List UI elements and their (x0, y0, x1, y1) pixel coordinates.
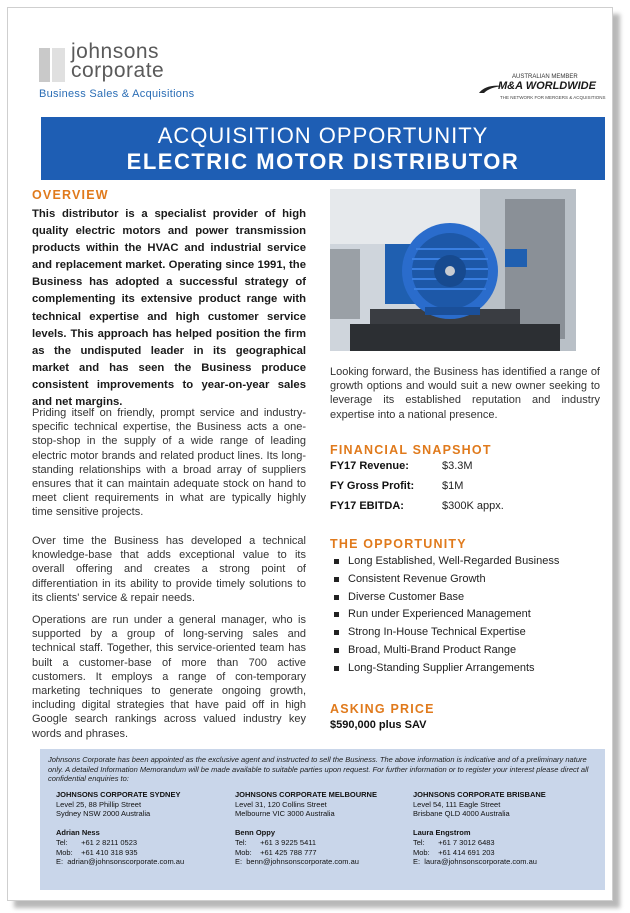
partner-brand: M&A WORLDWIDE (498, 80, 596, 92)
email-label: E: (413, 857, 421, 867)
financial-label: FY17 EBITDA: (330, 500, 404, 512)
tel-label: Tel: (413, 837, 425, 847)
logo-line-2: corporate (71, 59, 165, 82)
list-item: Run under Experienced Management (330, 608, 590, 626)
email-link[interactable]: benn@johnsonscorporate.com.au (246, 857, 359, 867)
office-address-2: Sydney NSW 2000 Australia (56, 809, 151, 819)
financial-label: FY17 Revenue: (330, 460, 409, 472)
logo-name (71, 42, 164, 80)
overview-heading: OVERVIEW (32, 188, 109, 202)
office-name: JOHNSONS CORPORATE SYDNEY (56, 790, 181, 799)
asking-price-value: $590,000 plus SAV (330, 719, 427, 731)
email-link[interactable]: laura@johnsonscorporate.com.au (424, 857, 537, 867)
financial-row (330, 460, 580, 476)
financial-value: $3.3M (442, 460, 473, 472)
list-item: Strong In-House Technical Expertise (330, 626, 590, 644)
disclaimer: Johnsons Corporate has been appointed as the exclusive agent and instructed to sell the Business. The above information is indicative and of a preliminary nature only. A detailed Information Memorandum will be made available to suitable parties upon request. For further information or to register your interest please direct all confidential enquiries to: (48, 755, 589, 783)
overview-paragraph-2: Over time the Business has developed a technical knowledge-base that adds exceptional value to its overall offering and creates a strong point of differentiation in its ability to provide timely solutions to its clients' service & repair needs. (32, 535, 306, 604)
list-item: Consistent Revenue Growth (330, 573, 590, 591)
flyer-page (7, 7, 613, 901)
mobile-number[interactable]: +61 425 788 777 (260, 847, 317, 857)
partner-subtitle: THE NETWORK FOR MERGERS & ACQUISITIONS (500, 95, 606, 100)
office-address-2: Brisbane QLD 4000 Australia (413, 809, 510, 819)
contact-person: Adrian Ness (56, 828, 100, 838)
office-melbourne (235, 790, 413, 867)
company-logo (39, 40, 209, 106)
contact-person: Benn Oppy (235, 828, 276, 838)
tel-number[interactable]: +61 3 9225 5411 (260, 837, 317, 847)
overview-paragraph-3: Operations are run under a general manager, who is supported by a group of long-serving sales and technical staff. Together, this service-oriented team has built a customer-base of more than 700 active customers. It employs a range of con-temporary marketing techniques to generate ongoing growth, including digital strategies that have paid off in high Google search rankings across valued industry key words and phrases. (32, 614, 306, 740)
overview-paragraph-1: Priding itself on friendly, prompt service and industry-specific technical expertise, the Business acts a one-stop-shop in the supply of a wide range of leading electric motor brands and related product lines. Its long-standing relationships with a broad array of suppliers ensures that it can maintain adequate stock on hand to meet client requirements in what are typically highly time sensitive projects. (32, 407, 306, 519)
list-item: Broad, Multi-Brand Product Range (330, 644, 590, 662)
financial-label: FY Gross Profit: (330, 480, 415, 492)
office-address-2: Melbourne VIC 3000 Australia (235, 809, 335, 819)
electric-motor-photo (330, 189, 576, 351)
logo-line-1: johnsons (71, 40, 160, 63)
tel-label: Tel: (56, 837, 68, 847)
list-item: Diverse Customer Base (330, 591, 590, 609)
financial-value: $1M (442, 480, 464, 492)
logo-tagline: Business Sales & Acquisitions (39, 88, 195, 100)
office-address-1: Level 54, 111 Eagle Street (413, 799, 501, 809)
financial-value: $300K appx. (442, 500, 504, 512)
financial-row (330, 500, 580, 516)
partner-logo (476, 74, 606, 104)
list-item: Long Established, Well-Regarded Business (330, 555, 590, 573)
office-name: JOHNSONS CORPORATE BRISBANE (413, 790, 546, 799)
office-sydney (56, 790, 234, 867)
partner-label: AUSTRALIAN MEMBER (512, 74, 578, 80)
office-brisbane (413, 790, 591, 867)
mob-label: Mob: (413, 847, 430, 857)
mobile-number[interactable]: +61 410 318 935 (81, 847, 138, 857)
financial-heading: FINANCIAL SNAPSHOT (330, 443, 492, 457)
contact-person: Laura Engstrom (413, 828, 471, 838)
title-banner (41, 117, 605, 180)
email-label: E: (235, 857, 243, 867)
financial-row (330, 480, 580, 496)
office-address-1: Level 31, 120 Collins Street (235, 799, 327, 809)
mob-label: Mob: (56, 847, 73, 857)
mob-label: Mob: (235, 847, 252, 857)
opportunity-list (330, 555, 590, 680)
banner-line-1: ACQUISITION OPPORTUNITY (157, 123, 489, 148)
office-name: JOHNSONS CORPORATE MELBOURNE (235, 790, 377, 799)
contact-footer (40, 749, 605, 890)
tel-number[interactable]: +61 7 3012 6483 (438, 837, 495, 847)
banner-line-2: ELECTRIC MOTOR DISTRIBUTOR (126, 149, 520, 174)
overview-paragraph-4: Looking forward, the Business has identified a range of growth options and would suit a new owner seeking to leverage its established reputation and industry expertise into a national presence. (330, 366, 600, 421)
list-item: Long-Standing Supplier Arrangements (330, 662, 590, 680)
asking-price-heading: ASKING PRICE (330, 702, 435, 716)
overview-lead: This distributor is a specialist provider of high quality electric motors and power transmission products within the HVAC and industrial service and replacement market. Operating since 1991, the Business has adopted a successful strategy of complementing its extensive product range with technical expertise and high customer service levels. This approach has helped position the firm as the undisputed leader in its geographical market and has seen the Business produce consistent improvements to year-on-year sales and net margins. (32, 208, 306, 409)
tel-label: Tel: (235, 837, 247, 847)
mobile-number[interactable]: +61 414 691 203 (438, 847, 495, 857)
email-link[interactable]: adrian@johnsonscorporate.com.au (67, 857, 185, 867)
email-label: E: (56, 857, 64, 867)
logo-mark-icon (39, 48, 65, 82)
opportunity-heading: THE OPPORTUNITY (330, 537, 467, 551)
office-address-1: Level 25, 88 Phillip Street (56, 799, 142, 809)
tel-number[interactable]: +61 2 8211 0523 (81, 837, 138, 847)
